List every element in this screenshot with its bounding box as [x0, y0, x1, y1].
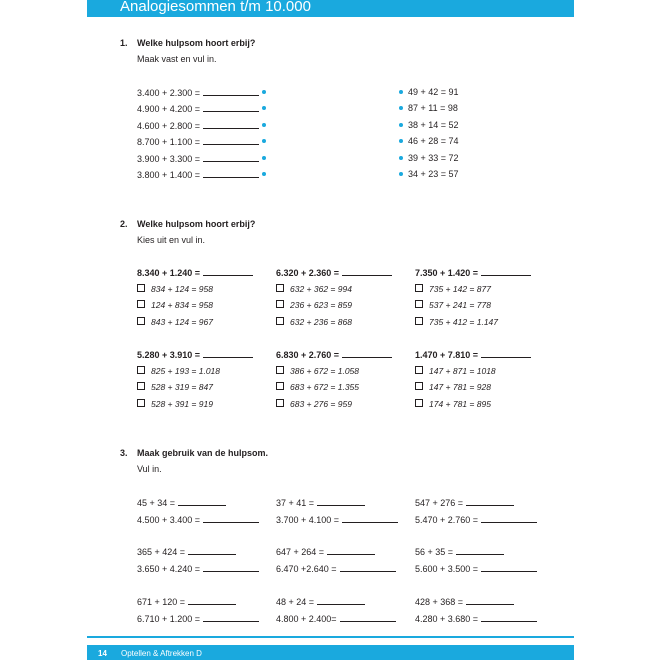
answer-blank[interactable]	[203, 613, 259, 622]
q1-left-item: 4.900 + 4.200 =	[137, 103, 259, 115]
option-checkbox[interactable]	[137, 382, 145, 390]
q3-big-sum: 4.500 + 3.400 =	[137, 514, 259, 526]
q3-big-sum: 3.650 + 4.240 =	[137, 563, 259, 575]
q3-small-sum: 37 + 41 =	[276, 497, 365, 509]
option-checkbox[interactable]	[137, 366, 145, 374]
answer-blank[interactable]	[466, 596, 514, 605]
option-label: 528 + 319 = 847	[151, 382, 213, 392]
answer-blank[interactable]	[481, 514, 537, 523]
q1-number: 1.	[120, 38, 128, 48]
option-checkbox[interactable]	[276, 382, 284, 390]
answer-blank[interactable]	[481, 349, 531, 358]
answer-blank[interactable]	[466, 497, 514, 506]
option-label: 124 + 834 = 958	[151, 300, 213, 310]
option-label: 236 + 623 = 859	[290, 300, 352, 310]
q3-big-sum: 4.800 + 2.400=	[276, 613, 396, 625]
answer-blank[interactable]	[456, 546, 504, 555]
q1-left-item: 8.700 + 1.100 =	[137, 136, 259, 148]
q3-small-sum: 48 + 24 =	[276, 596, 365, 608]
q2-sum: 6.830 + 2.760 =	[276, 349, 392, 360]
option-label: 632 + 236 = 868	[290, 317, 352, 327]
option-checkbox[interactable]	[415, 300, 423, 308]
answer-blank[interactable]	[203, 103, 259, 112]
match-dot-right[interactable]	[399, 123, 403, 127]
match-dot-left[interactable]	[262, 106, 266, 110]
match-dot-right[interactable]	[399, 172, 403, 176]
q3-small-sum: 365 + 424 =	[137, 546, 236, 558]
q3-big-sum: 6.470 +2.640 =	[276, 563, 396, 575]
q3-big-sum: 4.280 + 3.680 =	[415, 613, 537, 625]
q2-sum: 6.320 + 2.360 =	[276, 267, 392, 278]
option-checkbox[interactable]	[276, 399, 284, 407]
q3-big-sum: 5.470 + 2.760 =	[415, 514, 537, 526]
q3-big-sum: 3.700 + 4.100 =	[276, 514, 398, 526]
q3-big-sum: 5.600 + 3.500 =	[415, 563, 537, 575]
answer-blank[interactable]	[327, 546, 375, 555]
option-label: 528 + 391 = 919	[151, 399, 213, 409]
page-title: Analogiesommen t/m 10.000	[120, 0, 311, 15]
option-label: 825 + 193 = 1.018	[151, 366, 221, 376]
answer-blank[interactable]	[340, 613, 396, 622]
q3-small-sum: 547 + 276 =	[415, 497, 514, 509]
answer-blank[interactable]	[188, 546, 236, 555]
answer-blank[interactable]	[317, 497, 365, 506]
q2-sum: 7.350 + 1.420 =	[415, 267, 531, 278]
q2-instruction: Kies uit en vul in.	[137, 235, 206, 245]
q1-left-item: 3.900 + 3.300 =	[137, 153, 259, 165]
match-dot-right[interactable]	[399, 106, 403, 110]
option-label: 386 + 672 = 1.058	[290, 366, 360, 376]
answer-blank[interactable]	[203, 349, 253, 358]
q1-right-item: 49 + 42 = 91	[408, 87, 459, 97]
option-label: 632 + 362 = 994	[290, 284, 352, 294]
answer-blank[interactable]	[203, 267, 253, 276]
option-label: 683 + 672 = 1.355	[290, 382, 360, 392]
answer-blank[interactable]	[188, 596, 236, 605]
option-checkbox[interactable]	[137, 300, 145, 308]
answer-blank[interactable]	[317, 596, 365, 605]
match-dot-right[interactable]	[399, 90, 403, 94]
q1-instruction: Maak vast en vul in.	[137, 54, 217, 64]
option-checkbox[interactable]	[137, 284, 145, 292]
page-number: 14	[98, 649, 107, 658]
q3-instruction: Vul in.	[137, 464, 162, 474]
option-label: 147 + 781 = 928	[429, 382, 491, 392]
match-dot-left[interactable]	[262, 90, 266, 94]
option-checkbox[interactable]	[276, 317, 284, 325]
q1-left-item: 3.400 + 2.300 =	[137, 87, 259, 99]
q3-title: Maak gebruik van de hulpsom.	[137, 448, 269, 458]
match-dot-right[interactable]	[399, 156, 403, 160]
option-checkbox[interactable]	[276, 284, 284, 292]
answer-blank[interactable]	[203, 120, 259, 129]
q3-small-sum: 647 + 264 =	[276, 546, 375, 558]
option-label: 174 + 781 = 895	[429, 399, 491, 409]
q2-sum: 5.280 + 3.910 =	[137, 349, 253, 360]
option-checkbox[interactable]	[415, 366, 423, 374]
match-dot-right[interactable]	[399, 139, 403, 143]
answer-blank[interactable]	[342, 514, 398, 523]
answer-blank[interactable]	[178, 497, 226, 506]
match-dot-left[interactable]	[262, 139, 266, 143]
match-dot-left[interactable]	[262, 123, 266, 127]
q1-right-item: 46 + 28 = 74	[408, 136, 459, 146]
option-label: 683 + 276 = 959	[290, 399, 352, 409]
option-checkbox[interactable]	[415, 317, 423, 325]
footer-divider	[87, 636, 574, 638]
option-checkbox[interactable]	[415, 382, 423, 390]
answer-blank[interactable]	[203, 136, 259, 145]
footer-label: Optellen & Aftrekken D	[121, 649, 202, 658]
option-label: 537 + 241 = 778	[429, 300, 491, 310]
answer-blank[interactable]	[203, 563, 259, 572]
option-checkbox[interactable]	[137, 399, 145, 407]
answer-blank[interactable]	[203, 169, 259, 178]
q3-small-sum: 671 + 120 =	[137, 596, 236, 608]
answer-blank[interactable]	[203, 87, 259, 96]
match-dot-left[interactable]	[262, 156, 266, 160]
answer-blank[interactable]	[481, 613, 537, 622]
q2-sum: 8.340 + 1.240 =	[137, 267, 253, 278]
q1-right-item: 38 + 14 = 52	[408, 120, 459, 130]
answer-blank[interactable]	[203, 514, 259, 523]
q3-small-sum: 428 + 368 =	[415, 596, 514, 608]
answer-blank[interactable]	[481, 267, 531, 276]
q1-right-item: 34 + 23 = 57	[408, 169, 459, 179]
match-dot-left[interactable]	[262, 172, 266, 176]
option-label: 834 + 124 = 958	[151, 284, 213, 294]
option-label: 735 + 412 = 1.147	[429, 317, 499, 327]
option-checkbox[interactable]	[137, 317, 145, 325]
option-checkbox[interactable]	[276, 366, 284, 374]
q2-sum: 1.470 + 7.810 =	[415, 349, 531, 360]
answer-blank[interactable]	[203, 153, 259, 162]
q3-big-sum: 6.710 + 1.200 =	[137, 613, 259, 625]
q1-left-item: 4.600 + 2.800 =	[137, 120, 259, 132]
answer-blank[interactable]	[342, 349, 392, 358]
option-checkbox[interactable]	[415, 284, 423, 292]
option-label: 735 + 142 = 877	[429, 284, 491, 294]
q3-small-sum: 56 + 35 =	[415, 546, 504, 558]
answer-blank[interactable]	[340, 563, 396, 572]
q2-number: 2.	[120, 219, 128, 229]
option-checkbox[interactable]	[276, 300, 284, 308]
option-label: 147 + 871 = 1018	[429, 366, 496, 376]
q3-number: 3.	[120, 448, 128, 458]
q1-right-item: 39 + 33 = 72	[408, 153, 459, 163]
answer-blank[interactable]	[342, 267, 392, 276]
q1-right-item: 87 + 11 = 98	[408, 103, 458, 113]
q1-left-item: 3.800 + 1.400 =	[137, 169, 259, 181]
q3-small-sum: 45 + 34 =	[137, 497, 226, 509]
q2-title: Welke hulpsom hoort erbij?	[137, 219, 256, 229]
option-label: 843 + 124 = 967	[151, 317, 213, 327]
q1-title: Welke hulpsom hoort erbij?	[137, 38, 256, 48]
answer-blank[interactable]	[481, 563, 537, 572]
option-checkbox[interactable]	[415, 399, 423, 407]
